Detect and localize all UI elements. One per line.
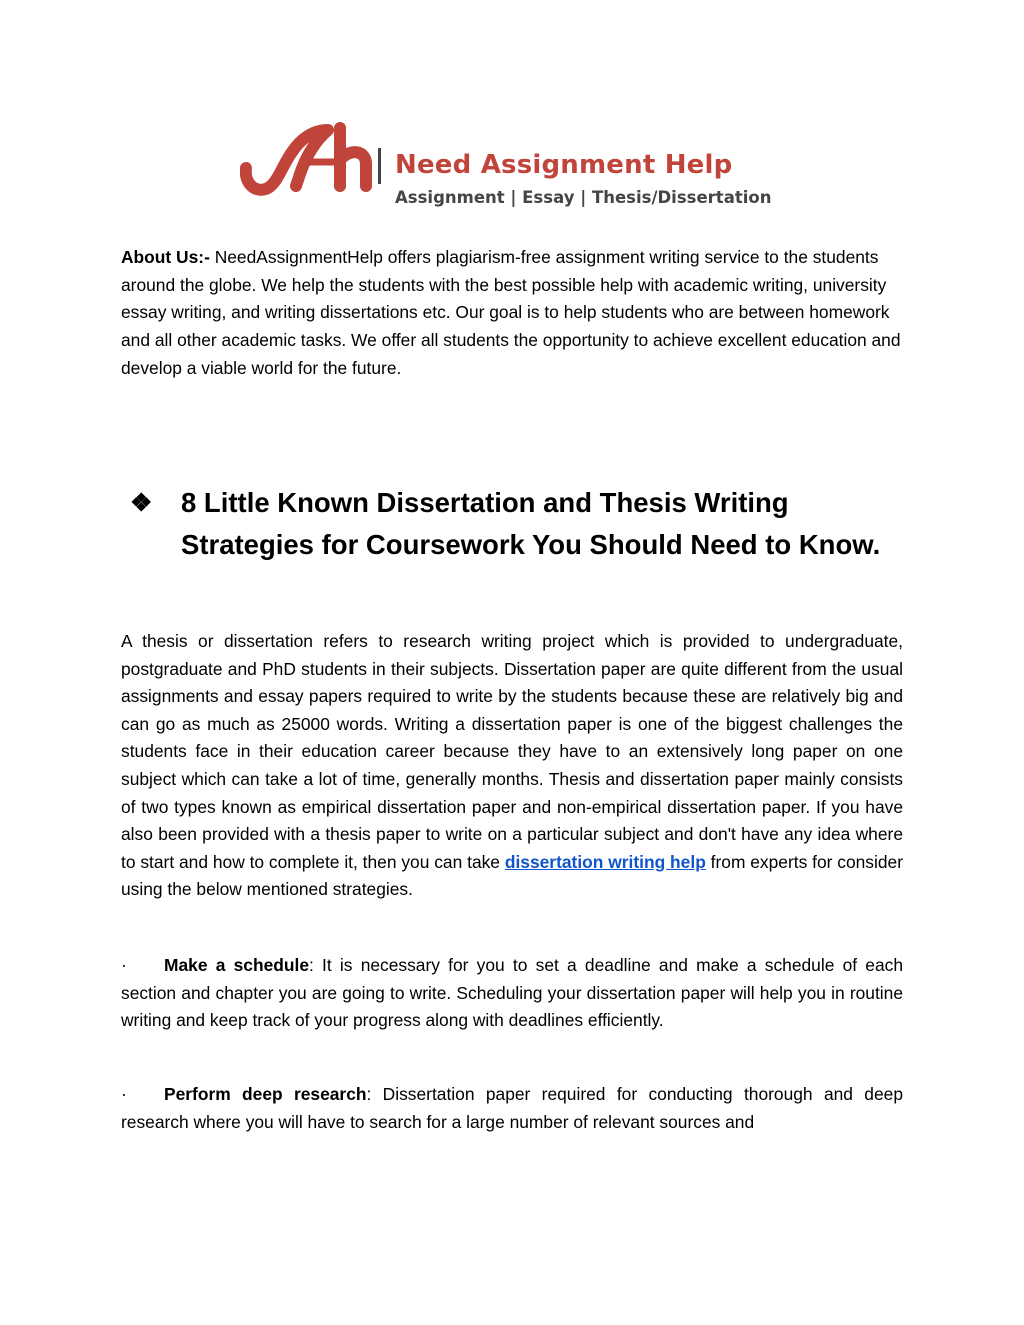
about-label: About Us:-	[121, 247, 210, 267]
strategy-title: Make a schedule	[164, 955, 309, 975]
about-text: NeedAssignmentHelp offers plagiarism-free assignment writing service to the students around the globe. We help the students with the best possible help with academic writing, university essay writing, and writing dissertations etc. Our goal is to help students who are between homework and all other academic tasks. We offer all students the opportunity to achieve excellent education and develop a viable world for the future.	[121, 247, 901, 378]
diamond-bullet-icon: ❖	[130, 489, 153, 517]
intro-text-before: A thesis or dissertation refers to research writing project which is provided to undergraduate, postgraduate and PhD students in their subjects. Dissertation paper are quite different from the usual assignments and essay papers required to write by the students because these are relatively big and can go as much as 25000 words. Writing a dissertation paper is one of the biggest challenges the students face in their education career because they have to an extensively long paper on one subject which can take a lot of time, generally months. Thesis and dissertation paper mainly consists of two types known as empirical dissertation paper and non-empirical dissertation paper. If you have also been provided with a thesis paper to write on a particular subject and don't have any idea where to start and how to complete it, then you can take	[121, 631, 903, 872]
brand-logo	[240, 122, 798, 214]
heading-text: 8 Little Known Dissertation and Thesis Writing Strategies for Coursework You Should Need to Know.	[181, 487, 881, 560]
intro-text-after: from experts for consider using the below mentioned strategies.	[121, 851, 903, 900]
about-paragraph	[121, 244, 903, 383]
article-heading	[130, 482, 910, 566]
bullet-dot-icon: ·	[121, 1084, 127, 1104]
strategy-title: Perform deep research	[164, 1084, 367, 1104]
strategy-item	[121, 1081, 903, 1136]
strategy-text: : Dissertation paper required for conducting thorough and deep research where you will have to search for a large number of relevant sources and	[121, 1084, 903, 1132]
bullet-dot-icon: ·	[121, 955, 127, 975]
intro-paragraph	[121, 628, 903, 904]
dissertation-writing-help-link[interactable]: dissertation writing help	[504, 851, 706, 872]
logo-tagline: Assignment | Essay | Thesis/Dissertation	[395, 188, 772, 207]
logo-mark-icon	[240, 122, 390, 214]
logo-title: Need Assignment Help	[395, 150, 733, 180]
strategy-item	[121, 952, 903, 1035]
strategy-text: : It is necessary for you to set a deadline and make a schedule of each section and chapter you are going to write. Scheduling your dissertation paper will help you in routine writing and keep track of your progress along with deadlines efficiently.	[121, 955, 904, 1031]
